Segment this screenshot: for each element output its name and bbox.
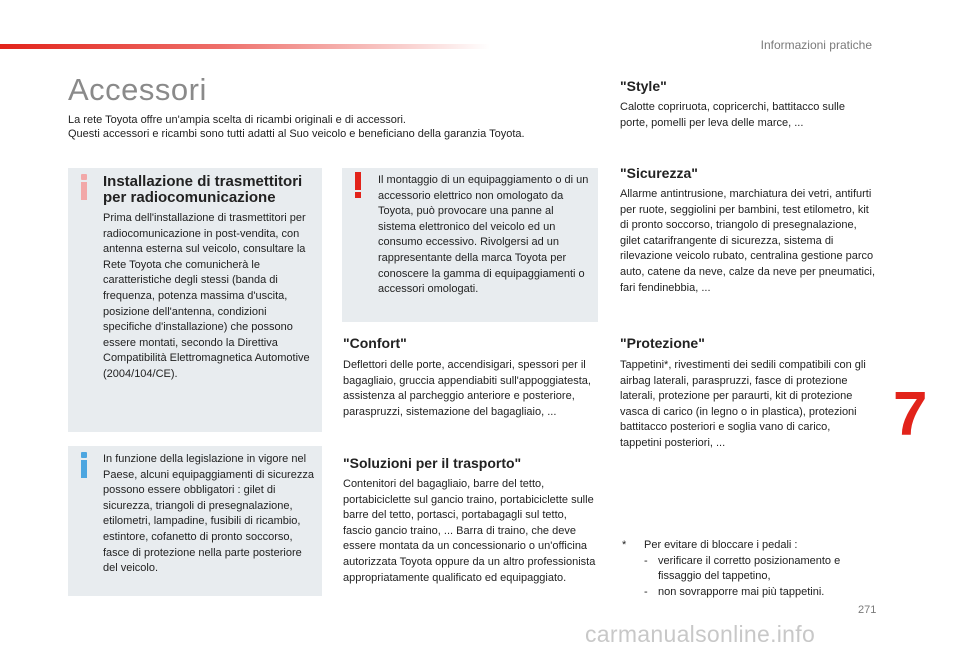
section-text-protezione: Tappetini*, rivestimenti dei sedili compatibili con gli airbag laterali, paraspruzzi, fasce di protezione laterali, protezione per paraurti, kit di protezione vasca di carico (in legno o in plastica), protezioni battitacco posteriori e soglia vano di carico, tappetini posteriori, ... [620, 359, 866, 449]
header-section-title: Informazioni pratiche [760, 38, 872, 52]
section-title-confort: "Confort" [343, 335, 407, 351]
intro-paragraph [68, 113, 608, 141]
intro-line-2: Questi accessori e ricambi sono tutti adatti al Suo veicolo e beneficiano della garanzia Toyota. [68, 128, 525, 140]
footnote-item [622, 585, 872, 601]
install-box-text: Prima dell'installazione di trasmettitori per radiocomunicazione in post-vendita, con antenna esterna sul veicolo, consultare la Rete Toyota che comunicherà le caratteristiche degli stessi (banda di frequenza, potenza massima d'uscita, posizione dell'antenna, condizioni specifiche d'installazione) che possono essere montati, secondo la Direttiva Compatibilità Elettromagnetica Automotive (2004/104/CE). [103, 212, 310, 380]
footnote-intro-row [622, 538, 872, 554]
section-text-sicurezza: Allarme antintrusione, marchiatura dei vetri, antifurti per ruote, seggiolini per bambini, test etilometro, kit di pronto soccorso, triangolo di presegnalazione, gilet catarifrangente di sicurezza, sistema di rilevazione veicolo rubato, centralina gestione parco auto, catene da neve, calze da neve per pneumatici, fari fendinebbia, ... [620, 188, 876, 294]
section-title-protezione: "Protezione" [620, 335, 705, 351]
warning-box-text: Il montaggio di un equipaggiamento o di un accessorio elettrico non omologato da Toyota, può provocare una panne al sistema elettronico del veicolo ed un consumo eccessivo. Rivolgersi ad un rappresentante della marca Toyota per conoscere la gamma di equipaggiamenti o accessori omologati. [378, 174, 589, 296]
warning-icon [353, 172, 363, 198]
section-text-trasporto: Contenitori del bagagliaio, barre del tetto, portabiciclette sul gancio traino, portabiciclette sulle barre del tetto, portasci, portabagagli sul tetto, fascio gancio traino, ... Barra di traino, che deve essere montata da un concessionario o un'officina autorizzata Toyota oppure da un altro professionista appropriatamente qualificato ed equipaggiato. [343, 478, 596, 584]
footnote-item [622, 554, 872, 585]
intro-line-1: La rete Toyota offre un'ampia scelta di ricambi originali e di accessori. [68, 114, 406, 126]
info-icon [79, 452, 89, 478]
footnote-dash: - [644, 554, 648, 567]
section-text-style: Calotte copriruota, copricerchi, battitacco sulle porte, pomelli per leva delle marce, ... [620, 101, 845, 129]
footnote-dash: - [644, 585, 648, 598]
section-title-sicurezza: "Sicurezza" [620, 165, 698, 181]
section-text-confort: Deflettori delle porte, accendisigari, spessori per il bagagliaio, gruccia appendiabiti sull'appoggiatesta, assistenza al parcheggio anteriore e posteriore, paraspruzzi, sistemazione del bagagliaio, ... [343, 359, 591, 418]
header-accent-bar [0, 44, 490, 49]
footnote-marker: * [622, 539, 627, 551]
footnote-intro: Per evitare di bloccare i pedali : [644, 539, 798, 551]
chapter-number: 7 [893, 380, 928, 449]
footnote-item-2: non sovrapporre mai più tappetini. [658, 585, 825, 598]
install-box-heading: Installazione di trasmettitori per radiocomunicazione [103, 173, 303, 206]
info-icon [79, 174, 89, 200]
section-title-trasporto: "Soluzioni per il trasporto" [343, 455, 522, 471]
section-title-style: "Style" [620, 78, 667, 94]
page-number: 271 [858, 604, 877, 616]
legal-box-text: In funzione della legislazione in vigore nel Paese, alcuni equipaggiamenti di sicurezza possono essere obbligatori : gilet di sicurezza, triangoli di presegnalazione, etilometri, lampadine, fusibili di ricambio, estintore, cofanetto di pronto soccorso, fasce di protezione nella parte posteriore del veicolo. [103, 453, 314, 575]
page-title: Accessori [68, 72, 207, 107]
footnote-item-1: verificare il corretto posizionamento e fissaggio del tappetino, [658, 554, 841, 583]
footnote [622, 538, 872, 600]
watermark: carmanualsonline.info [585, 621, 816, 647]
